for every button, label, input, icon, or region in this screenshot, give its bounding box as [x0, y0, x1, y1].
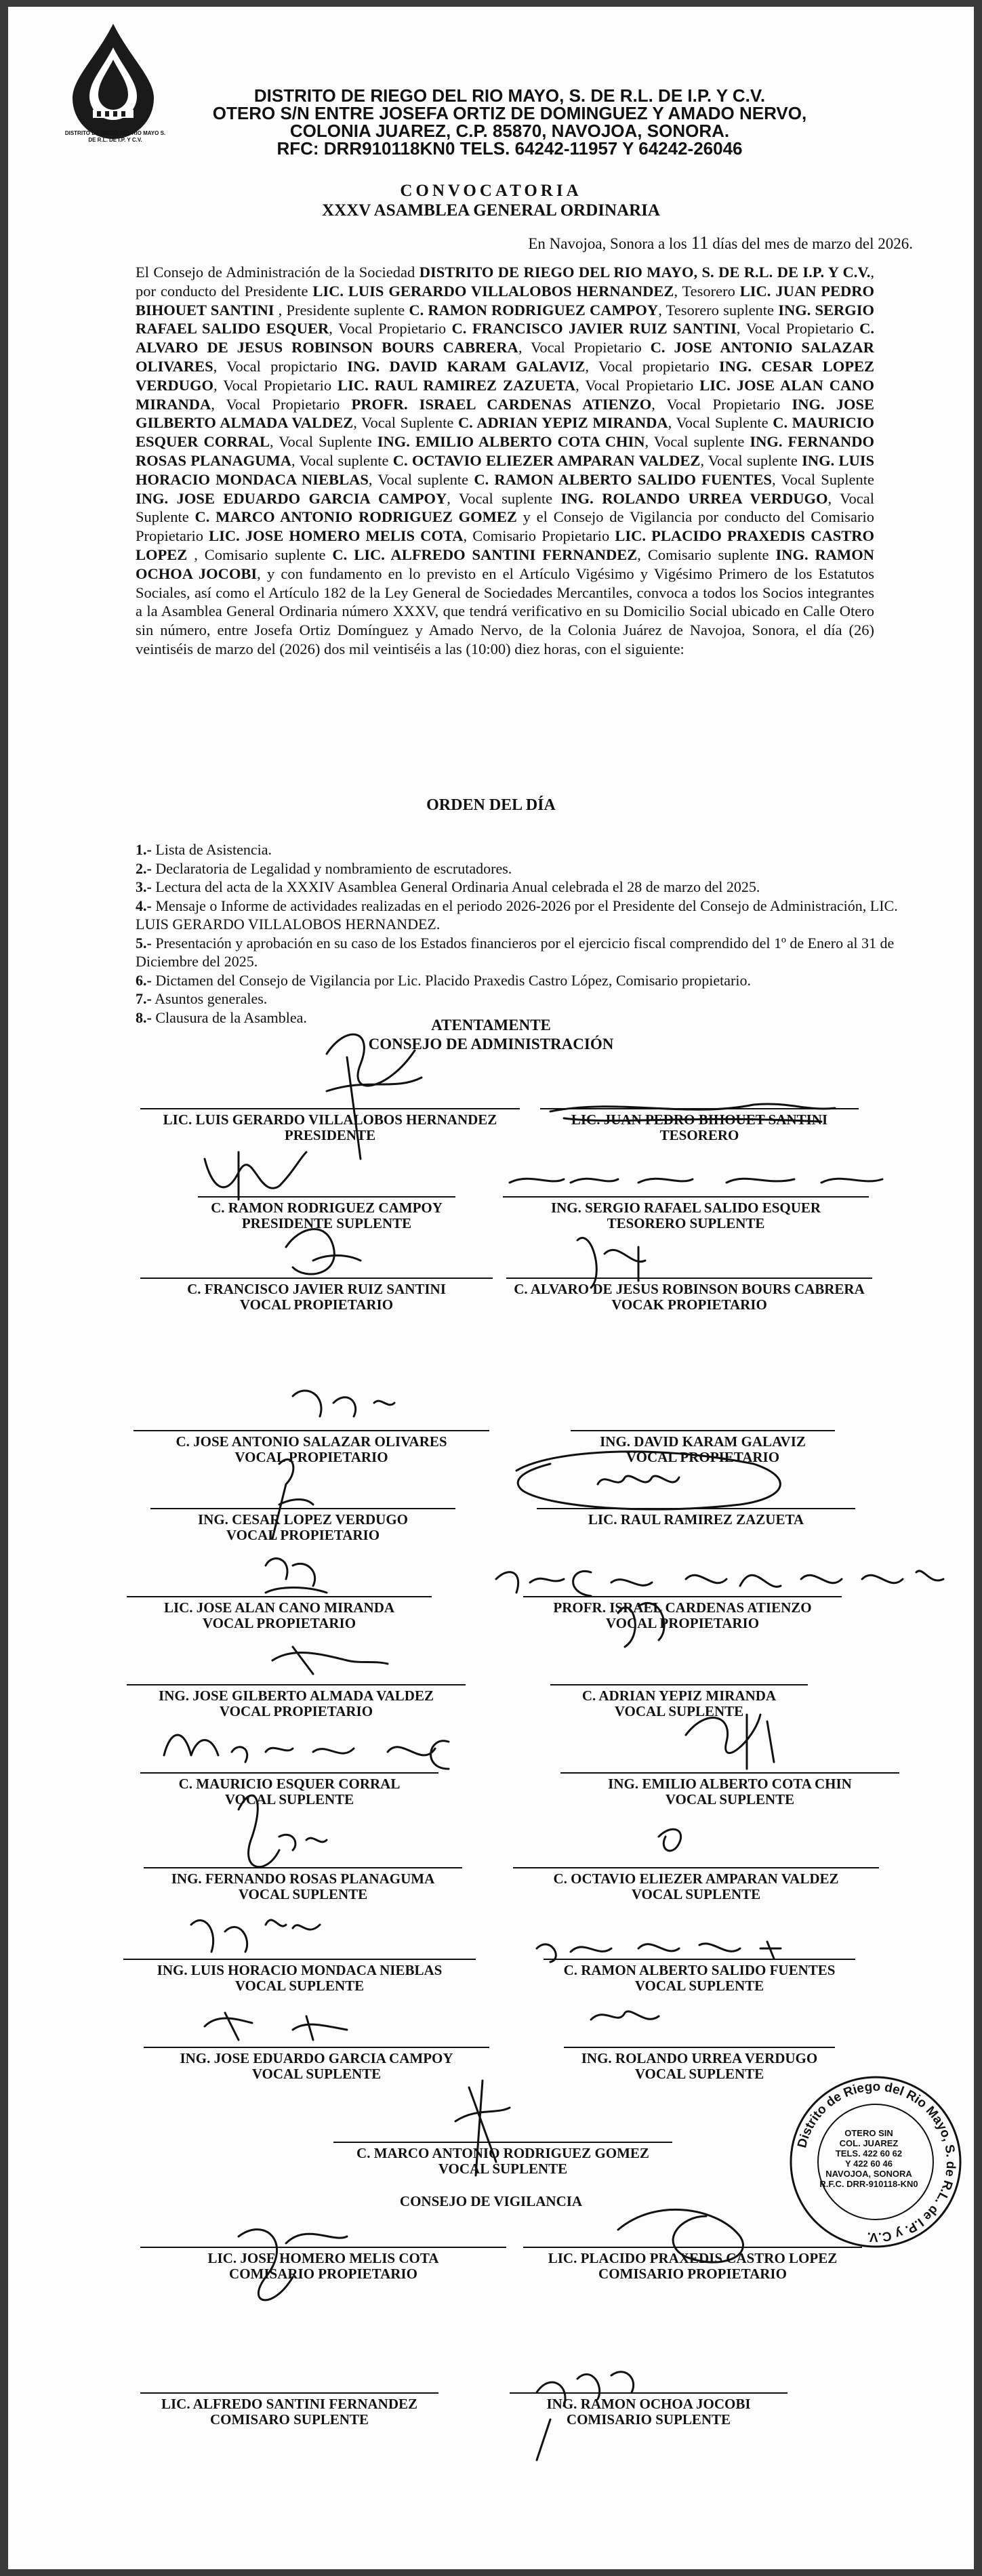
body-text-run: , Vocal suplente	[447, 489, 561, 507]
body-name: ING. JOSE EDUARDO GARCIA CAMPOY	[136, 489, 447, 507]
signer-role: COMISARIO PROPIETARIO	[598, 2266, 787, 2282]
signer-role: TESORERO SUPLENTE	[607, 1215, 765, 1231]
signer-role: COMISARO SUPLENTE	[210, 2411, 369, 2428]
body-name: LIC. JUAN PEDRO BIHOUET SANTINI	[136, 282, 874, 319]
signer-role: VOCAL PROPIETARIO	[234, 1449, 388, 1465]
body-name: LIC. RAUL RAMIREZ ZAZUETA	[337, 376, 576, 394]
body-name: PROFR. ISRAEL CARDENAS ATIENZO	[351, 395, 652, 413]
signer-name: C. ADRIAN YEPIZ MIRANDA	[581, 1688, 777, 1704]
body-name: C. ADRIAN YEPIZ MIRANDA	[457, 414, 668, 432]
body-name: C. LIC. ALFREDO SANTINI FERNANDEZ	[332, 546, 638, 563]
agenda-item-number: 7.-	[136, 990, 152, 1007]
seal-ring-text: Distrito de Riego del Rio Mayo, S. de R.L. de I.P. y C.V.	[795, 2079, 958, 2245]
document-page	[8, 7, 974, 2569]
body-name: C. MARCO ANTONIO RODRIGUEZ GOMEZ	[195, 508, 517, 526]
agenda-item-text: Dictamen del Consejo de Vigilancia por Lic. Placido Praxedis Castro López, Comisario propietario.	[151, 971, 751, 989]
agenda-item-text: Lista de Asistencia.	[151, 841, 272, 858]
agenda-item-number: 5.-	[136, 934, 152, 952]
body-text-run: , Comisario suplente	[637, 546, 776, 563]
body-text-run: , Vocal Propietario	[651, 395, 792, 413]
agenda-item-text: Asuntos generales.	[151, 990, 268, 1007]
agenda-item-number: 6.-	[136, 971, 152, 989]
signer-name: C. MARCO ANTONIO RODRIGUEZ GOMEZ	[356, 2145, 649, 2161]
body-text-run: , Vocal Propietario	[213, 376, 338, 394]
body-text-run: , Vocal Suplente	[353, 414, 458, 432]
signer-name: C. ALVARO DE JESUS ROBINSON BOURS CABRERA	[514, 1281, 865, 1297]
signer-name: C. MAURICIO ESQUER CORRAL	[178, 1776, 401, 1792]
seal-line: OTERO SIN	[844, 2128, 893, 2138]
seal-line: Y 422 60 46	[845, 2159, 893, 2169]
agenda-item-number: 4.-	[136, 897, 152, 914]
seal-line: TELS. 422 60 62	[835, 2148, 903, 2159]
body-name: LIC. LUIS GERARDO VILLALOBOS HERNANDEZ	[312, 282, 674, 300]
signer-name: ING. SERGIO RAFAEL SALIDO ESQUER	[550, 1200, 821, 1216]
signer-name: LIC. JOSE ALAN CANO MIRANDA	[163, 1599, 395, 1616]
signer-name: LIC. ALFREDO SANTINI FERNANDEZ	[161, 2396, 418, 2412]
agenda-item-text: Declaratoria de Legalidad y nombramiento de escrutadores.	[151, 859, 512, 877]
agenda-item-text: Clausura de la Asamblea.	[151, 1008, 307, 1026]
body-name: C. MAURICIO ESQUER CORRAL	[136, 414, 874, 451]
body-text-run: , Comisario Propietario	[463, 527, 615, 545]
body-text-run: , Tesorero suplente	[658, 301, 779, 319]
body-name: C. JOSE ANTONIO SALAZAR OLIVARES	[136, 339, 874, 375]
agenda-item-text: Presentación y aprobación en su caso de los Estados financieros por el ejercicio fiscal comprendido del 1º de Enero al 31 de Diciembre del 2025.	[136, 934, 895, 970]
body-text-run: , Vocal Suplente	[270, 433, 377, 451]
signer-name: LIC. LUIS GERARDO VILLALOBOS HERNANDEZ	[163, 1111, 497, 1128]
agenda-item-number: 3.-	[136, 878, 152, 895]
agenda-item-number: 2.-	[136, 859, 152, 877]
body-name: ING. LUIS HORACIO MONDACA NIEBLAS	[136, 451, 874, 488]
body-name: DISTRITO DE RIEGO DEL RIO MAYO, S. DE R.L. DE I.P. Y C.V.	[419, 264, 871, 281]
signer-role: VOCAL SUPLENTE	[234, 1978, 365, 1994]
logo-caption: DISTRITO DE RIEGO DEL RIO MAYO S. DE R.L. DE I.P. Y C.V.	[64, 130, 166, 143]
signer-name: ING. JOSE GILBERTO ALMADA VALDEZ	[159, 1688, 434, 1704]
org-address: OTERO S/N ENTRE JOSEFA ORTIZ DE DOMINGUEZ Y AMADO NERVO,	[212, 103, 807, 123]
body-text-run: , Tesorero	[674, 282, 740, 300]
body-name: ING. JOSE GILBERTO ALMADA VALDEZ	[136, 395, 874, 432]
body-name: ING. EMILIO ALBERTO COTA CHIN	[377, 433, 645, 451]
signer-name: ING. LUIS HORACIO MONDACA NIEBLAS	[157, 1962, 443, 1978]
body-text-run: y el Consejo de Vigilancia por conducto del Comisario Propietario	[136, 508, 874, 545]
signer-role: VOCAL PROPIETARIO	[226, 1527, 380, 1543]
body-name: C. ALVARO DE JESUS ROBINSON BOURS CABRERA	[136, 320, 874, 356]
signer-name: ING. CESAR LOPEZ VERDUGO	[198, 1511, 408, 1528]
body-name: ING. SERGIO RAFAEL SALIDO ESQUER	[136, 301, 874, 338]
body-name: C. RAMON RODRIGUEZ CAMPOY	[409, 301, 659, 319]
signer-role: VOCAL PROPIETARIO	[202, 1615, 356, 1631]
body-text-run: El Consejo de Administración de la Sociedad	[136, 264, 420, 281]
signer-name: C. RAMON RODRIGUEZ CAMPOY	[211, 1200, 443, 1216]
signer-name: C. RAMON ALBERTO SALIDO FUENTES	[563, 1962, 836, 1978]
body-text-run: , Comisario suplente	[187, 546, 333, 563]
body-text-run: , Vocal propietario	[585, 357, 719, 375]
agenda-title: ORDEN DEL DÍA	[426, 796, 556, 814]
body-text-run: , Vocal Propietario	[575, 376, 700, 394]
signer-role: VOCAK PROPIETARIO	[611, 1296, 767, 1313]
signer-name: ING. RAMON OCHOA JOCOBI	[546, 2396, 751, 2412]
signer-name: PROFR. ISRAEL CARDENAS ATIENZO	[553, 1599, 812, 1616]
body-name: C. OCTAVIO ELIEZER AMPARAN VALDEZ	[392, 451, 701, 469]
body-name: C. FRANCISCO JAVIER RUIZ SANTINI	[451, 320, 737, 338]
signer-name: LIC. JUAN PEDRO BIHOUET SANTINI	[571, 1111, 828, 1128]
signer-role: VOCAL PROPIETARIO	[626, 1449, 780, 1465]
dateline: En Navojoa, Sonora a los 11 días del mes de marzo del 2026.	[528, 232, 913, 253]
body-name: LIC. JOSE ALAN CANO MIRANDA	[136, 376, 874, 413]
signer-name: ING. DAVID KARAM GALAVIZ	[600, 1433, 806, 1450]
org-rfc: RFC: DRR910118KN0 TELS. 64242-11957 Y 64242-26046	[277, 138, 743, 159]
body-name: ING. DAVID KARAM GALAVIZ	[347, 357, 586, 375]
signer-role: VOCAL SUPLENTE	[251, 2066, 382, 2082]
body-text-run: , por conducto del Presidente	[136, 264, 875, 300]
signer-role: PRESIDENTE SUPLENTE	[241, 1215, 412, 1231]
signer-name: ING. FERNANDO ROSAS PLANAGUMA	[171, 1870, 435, 1887]
doc-subtitle: XXXV ASAMBLEA GENERAL ORDINARIA	[322, 201, 660, 220]
signer-role: VOCAL SUPLENTE	[238, 1886, 368, 1902]
agenda-item-text: Mensaje o Informe de actividades realizadas en el periodo 2026-2026 por el Presidente del Consejo de Administración, LIC. LUIS GERARDO VILLALOBOS HERNANDEZ.	[136, 897, 898, 933]
body-name: ING. FERNANDO ROSAS PLANAGUMA	[136, 433, 875, 469]
signer-role: VOCAL SUPLENTE	[438, 2161, 568, 2177]
body-text-run: , Vocal Propietario	[329, 320, 452, 338]
body-text-run: , Vocal Suplente	[668, 414, 773, 432]
signer-role: VOCAL PROPIETARIO	[219, 1703, 373, 1719]
signer-name: LIC. RAUL RAMIREZ ZAZUETA	[588, 1511, 804, 1528]
signer-role: VOCAL SUPLENTE	[614, 1703, 744, 1719]
doc-title: CONVOCATORIA	[400, 182, 582, 200]
seal-line: R.F.C. DRR-910118-KN0	[819, 2179, 918, 2189]
signer-name: LIC. JOSE HOMERO MELIS COTA	[207, 2250, 439, 2266]
signer-role: COMISARIO SUPLENTE	[566, 2411, 731, 2428]
signer-name: ING. JOSE EDUARDO GARCIA CAMPOY	[180, 2050, 453, 2066]
org-name: DISTRITO DE RIEGO DEL RIO MAYO, S. DE R.L. DE I.P. Y C.V.	[253, 85, 766, 106]
signer-role: VOCAL SUPLENTE	[634, 2066, 764, 2082]
body-text-run: , y con fundamento en lo previsto en el Artículo Vigésimo y Vigésimo Primero de los Estatutos Sociales, así como el Artículo 182 de la Ley General de Sociedades Mercantiles, convoca a todos los Socios integrantes a la Asamblea General Ordinaria número XXXV, que tendrá verificativo en su Domicilio Social ubicado en Calle Otero sin número, entre Josefa Ortiz Domínguez y Amado Nervo, de la Colonia Juárez de Navojoa, Sonora, el día (26) veintiséis de marzo del (2026) dos mil veintiséis a las (10:00) diez horas, con el siguiente:	[136, 565, 874, 657]
agenda-item-number: 8.-	[136, 1008, 152, 1026]
body-text-run: , Vocal suplente	[645, 433, 750, 451]
consejo-admin-heading: CONSEJO DE ADMINISTRACIÓN	[368, 1036, 614, 1052]
seal-line: COL. JUAREZ	[839, 2138, 899, 2148]
signer-role: COMISARIO PROPIETARIO	[229, 2266, 417, 2282]
body-name: ING. ROLANDO URREA VERDUGO	[560, 489, 828, 507]
body-text-run: , Presidente suplente	[274, 301, 409, 319]
signer-name: ING. EMILIO ALBERTO COTA CHIN	[608, 1776, 852, 1792]
signer-name: ING. ROLANDO URREA VERDUGO	[581, 2050, 818, 2066]
body-text-run: , Vocal Propietario	[211, 395, 352, 413]
dateline-day: 11	[691, 232, 709, 253]
body-name: LIC. PLACIDO PRAXEDIS CASTRO LOPEZ	[136, 527, 874, 563]
body-text-run: , Vocal suplente	[291, 451, 393, 469]
signer-name: C. OCTAVIO ELIEZER AMPARAN VALDEZ	[553, 1870, 839, 1887]
seal-inner-text	[815, 2128, 923, 2189]
body-text-run: , Vocal Propietario	[518, 339, 651, 356]
body-text-run: , Vocal Suplente	[136, 489, 874, 526]
signer-role: VOCAL SUPLENTE	[634, 1978, 764, 1994]
seal-line: NAVOJOA, SONORA	[825, 2169, 912, 2179]
body-name: ING. RAMON OCHOA JOCOBI	[136, 546, 874, 582]
org-colony: COLONIA JUAREZ, C.P. 85870, NAVOJOA, SONORA.	[289, 121, 730, 141]
body-text-run: , Vocal Suplente	[771, 470, 875, 488]
consejo-vigilancia-heading: CONSEJO DE VIGILANCIA	[399, 2193, 583, 2209]
body-name: LIC. JOSE HOMERO MELIS COTA	[209, 527, 464, 545]
body-text-run: , Vocal Propietario	[736, 320, 860, 338]
signer-role: VOCAL PROPIETARIO	[605, 1615, 760, 1631]
body-text-run: , Vocal suplente	[368, 470, 474, 488]
signer-role: TESORERO	[659, 1127, 739, 1143]
agenda-item-number: 1.-	[136, 841, 152, 858]
signer-role: PRESIDENTE	[284, 1127, 376, 1143]
signer-role: VOCAL SUPLENTE	[224, 1791, 354, 1807]
signer-role: VOCAL SUPLENTE	[631, 1886, 761, 1902]
body-name: C. RAMON ALBERTO SALIDO FUENTES	[474, 470, 772, 488]
signer-role: VOCAL PROPIETARIO	[239, 1296, 394, 1313]
body-text-run: , Vocal propictario	[213, 357, 348, 375]
signer-name: C. FRANCISCO JAVIER RUIZ SANTINI	[187, 1281, 446, 1297]
signer-role: VOCAL SUPLENTE	[665, 1791, 795, 1807]
signer-name: C. JOSE ANTONIO SALAZAR OLIVARES	[176, 1433, 447, 1450]
body-name: ING. CESAR LOPEZ VERDUGO	[136, 357, 874, 394]
agenda-item-text: Lectura del acta de la XXXIV Asamblea General Ordinaria Anual celebrada el 28 de marzo del 2025.	[151, 878, 760, 895]
body-text-run: , Vocal suplente	[700, 451, 802, 469]
atentamente: ATENTAMENTE	[431, 1017, 551, 1034]
signer-name: LIC. PLACIDO PRAXEDIS CASTRO LOPEZ	[548, 2250, 838, 2266]
